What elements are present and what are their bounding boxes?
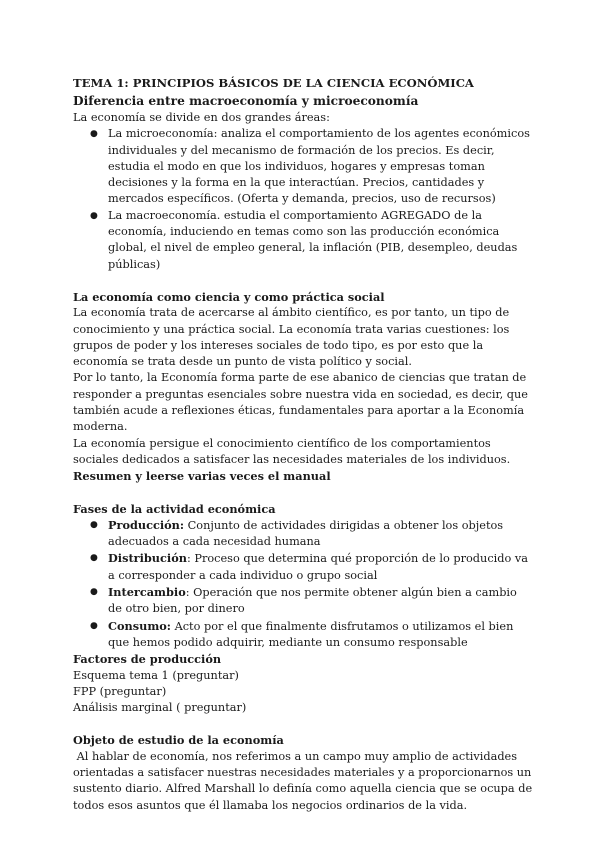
list-item: [73, 517, 533, 551]
phase-term: Consumo:: [108, 618, 171, 633]
intro-text: La economía se divide en dos grandes áreas:: [73, 111, 330, 124]
factor-line: Esquema tema 1 (preguntar): [73, 668, 239, 682]
section-subtitle: Diferencia entre macroeconomía y microeconomía: [73, 94, 419, 108]
paragraph: La economía trata de acercarse al ámbito científico, es por tanto, un tipo de conocimiento y una práctica social. La economía trata varias cuestiones: los grupos de poder y los intereses sociales de todo tipo, es por esto que la economía se trata desde un punto de vista político y social.: [73, 306, 510, 369]
bullet-icon: ●: [90, 519, 98, 530]
bullet-icon: ●: [90, 129, 98, 140]
bullet-icon: ●: [90, 210, 98, 221]
spacer: [73, 273, 533, 289]
list-item-text: La microeconomía: analiza el comportamiento de los agentes económicos individuales y del mecanismo de formación de los precios. Es decir, estudia el modo en que los individuos, hogares y empresas toman decisiones y la forma en la que interactúan. Precios, cantidades y mercados específicos. (Oferta y demanda, precios, uso de recursos): [108, 127, 530, 206]
bullet-icon: ●: [90, 587, 98, 598]
paragraph: Al hablar de economía, nos referimos a un campo muy amplio de actividades orientadas a satisfacer nuestras necesidades materiales y a proporcionarnos un sustento diario. Alfred Marshall lo definía como aquella ciencia que se ocupa de todos esos asuntos que él llamaba los negocios ordinarios de la vida.: [73, 749, 536, 812]
phase-text: : Proceso que determina qué proporción de lo producido va a corresponder a cada individuo o grupo social: [108, 552, 528, 582]
phase-text: Conjunto de actividades dirigidas a obtener los objetos adecuados a cada necesidad humana: [108, 518, 504, 549]
paragraph: Por lo tanto, la Economía forma parte de ese abanico de ciencias que tratan de responder a preguntas esenciales sobre nuestra vida en sociedad, es decir, que también acude a reflexiones éticas, fundamentales para aportar a la Economía moderna.: [73, 371, 528, 434]
paragraph: La economía persigue el conocimiento científico de los comportamientos sociales dedicados a satisfacer las necesidades materiales de los individuos.: [73, 436, 511, 466]
section-heading: La economía como ciencia y como práctica social: [73, 289, 385, 304]
spacer: [73, 716, 533, 732]
bullet-icon: ●: [90, 553, 98, 564]
phase-text: Acto por el que finalmente disfrutamos o utilizamos el bien que hemos podido adquirir, mediante un consumo responsable: [108, 619, 514, 649]
section-heading: Objeto de estudio de la economía: [73, 733, 284, 748]
list-item: [73, 208, 533, 273]
phase-text: : Operación que nos permite obtener algún bien a cambio de otro bien, por dinero: [108, 586, 517, 616]
spacer: [73, 485, 533, 501]
note-text: Resumen y leerse varias veces el manual: [73, 469, 331, 484]
factor-line: Análisis marginal ( preguntar): [73, 701, 247, 715]
phase-term: Intercambio: [108, 585, 186, 600]
phase-term: Distribución: [108, 551, 187, 566]
section-heading: Fases de la actividad económica: [73, 501, 276, 516]
list-item: [73, 618, 533, 652]
bullet-icon: ●: [90, 620, 98, 631]
list-item: [73, 584, 533, 618]
section-heading: Factores de producción: [73, 652, 222, 667]
list-item: [73, 126, 533, 207]
phase-term: Producción:: [108, 517, 185, 532]
areas-list: [73, 126, 533, 273]
list-item-text: La macroeconomía. estudia el comportamiento AGREGADO de la economía, induciendo en temas como son las producción económica global, el nivel de empleo general, la inflación (PIB, desempleo, deudas públicas): [108, 208, 518, 271]
factor-line: FPP (preguntar): [73, 684, 167, 698]
page-title: TEMA 1: PRINCIPIOS BÁSICOS DE LA CIENCIA ECONÓMICA: [73, 76, 474, 90]
document-content: [73, 75, 536, 814]
list-item: [73, 550, 533, 584]
phases-list: [73, 517, 533, 651]
